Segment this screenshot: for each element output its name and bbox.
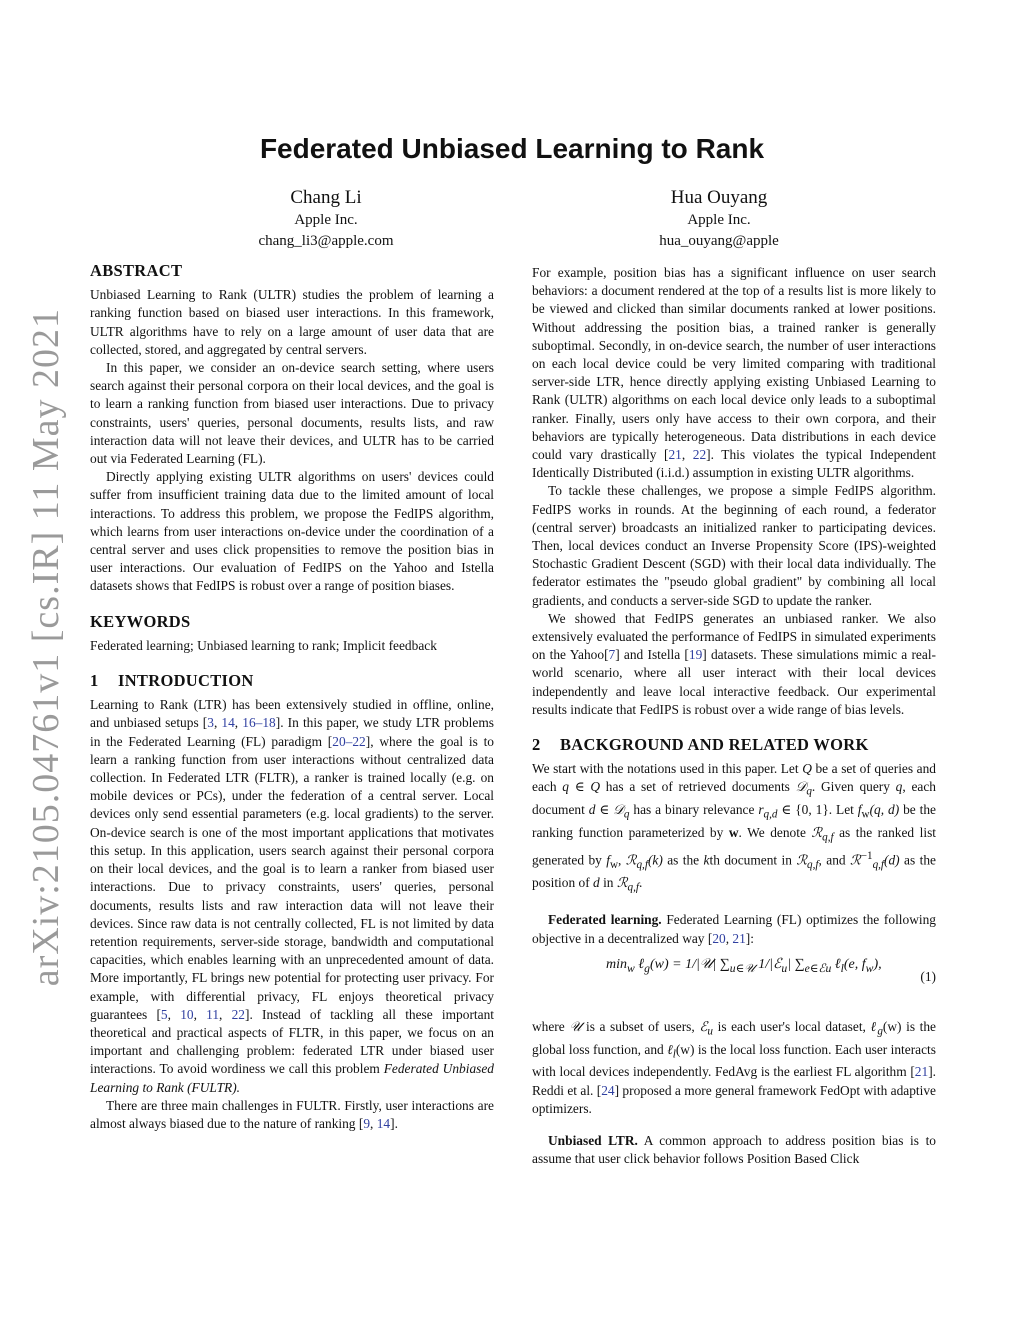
citation-link[interactable]: 20 bbox=[712, 930, 726, 946]
citation-link[interactable]: 3 bbox=[207, 715, 214, 731]
abstract-paragraph: Directly applying existing ULTR algorithms on users' devices could suffer from insufficient training data due to the limited amount of local interactions. To address this problem, we propose the FedIPS algorithm, which learns from user interactions on-device under the coordination of a central server and uses click propensities to remove the position bias in user interactions. Our evaluation of FedIPS on the Yahoo and Istella datasets shows that FedIPS is robust over a range of position biases. bbox=[90, 469, 494, 594]
author-email: hua_ouyang@apple bbox=[659, 233, 779, 249]
intro-paragraph: To tackle these challenges, we propose a simple FedIPS algorithm. FedIPS works in rounds. At the beginning of each round, a federator (central server) broadcasts an initialized ranker to participating devices. Then, local devices conduct an Inverse Propensity Score (IPS)-weighted Stochastic Gradient Descent (SGD) with their local data individually. The federator estimates the "pseudo global gradient" by combining all local gradients, and conducts a server-side SGD to update the ranker. bbox=[532, 483, 936, 608]
intro-paragraph: Learning to Rank (LTR) has been extensively studied in offline, online, and unbiased setups [3, 14, 16–18]. In this paper, we study LTR problems in the Federated Learning (FL) paradigm [20–22], where the goal is to learn a ranking function from user interactions without centralized data collection. In Federated LTR (FLTR), a ranker is trained locally (e.g. on mobile devices or PCs), under the federation of a central server. Local devices only send essential parameters (e.g. local gradients) to the server. On-device search is one of the most important applications that motivates this setup. In this application, users search against their personal corpora on their local devices, and the goal is to learn a ranker from biased user interactions. Due to privacy constraints, users' queries, personal documents, results lists and raw interaction data will not leave their devices. Since raw data is not centrally collected, FL is not limited by data retention requirements, server-side storage, bandwidth and computational capacities, which enables learning with an unprecedented amount of data. More importantly, FL brings new potential for protecting user privacy. For example, with differential privacy, FL enjoys theoretical privacy guarantees [5, 10, 11, 22]. Instead of tackling all these important theoretical and practical aspects of FLTR, in this paper, we focus on an important and challenging problem: federated LTR under biased user interactions. To avoid wordiness we call this problem Federated Unbiased Learning to Rank (FULTR). bbox=[90, 697, 494, 1095]
author-affiliation: Apple Inc. bbox=[294, 212, 358, 228]
abstract-paragraph: Unbiased Learning to Rank (ULTR) studies the problem of learning a ranking function based on biased user interactions. In this framework, ULTR algorithms have to rely on a large amount of user data that are collected, stored, and aggregated by central servers. bbox=[90, 287, 494, 357]
section-number: 2 bbox=[532, 735, 541, 755]
citation-link[interactable]: 7 bbox=[608, 647, 616, 663]
left-column bbox=[90, 262, 494, 1133]
intro-paragraph-continued: For example, position bias has a significant influence on user search behaviors: a document rendered at the top of a results list is more likely to be viewed and clicked than similar documents ranked at lower positions. Without addressing the position bias, a trained ranker is generally suboptimal. Secondly, in on-device search, the number of user interactions on each local device could be very limited comparing with traditional server-side LTR, hence directly applying existing Unbiased Learning to Rank (ULTR) algorithms on each local device only leads to a suboptimal ranker. Finally, users only have access to their own corpora, and their behaviors are typically heterogeneous. Data distributions in each device could vary drastically [21, 22]. This violates the typical Independent Identically Distributed (i.i.d.) assumption in existing ULTR algorithms. bbox=[532, 265, 936, 481]
keywords-heading: KEYWORDS bbox=[90, 611, 191, 631]
section-title: BACKGROUND AND RELATED WORK bbox=[560, 735, 869, 755]
section-heading-introduction bbox=[90, 672, 494, 690]
citation-link[interactable]: 11 bbox=[206, 1006, 220, 1022]
author-block-2 bbox=[559, 186, 879, 252]
abstract-paragraph: In this paper, we consider an on-device search setting, where users search against their personal corpora on their local devices, and the goal is to learn a ranking function from biased user interactions. Due to privacy constraints, users' queries, personal documents, results lists, and raw interaction data will not leave their devices, and ULTR has to be carried out via Federated Learning (FL). bbox=[90, 360, 494, 467]
citation-link[interactable]: 20–22 bbox=[332, 733, 366, 749]
citation-link[interactable]: 22 bbox=[231, 1006, 245, 1022]
unbiased-ltr-paragraph: Unbiased LTR. A common approach to address position bias is to assume that user click behavior follows Position Based Click bbox=[532, 1133, 936, 1167]
arxiv-side-stamp bbox=[22, 308, 70, 987]
citation-link[interactable]: 14 bbox=[221, 715, 235, 731]
author-name: Chang Li bbox=[290, 187, 362, 208]
citation-link[interactable]: 14 bbox=[376, 1115, 391, 1131]
author-affiliation: Apple Inc. bbox=[687, 212, 751, 228]
keywords-text: Federated learning; Unbiased learning to rank; Implicit feedback bbox=[90, 637, 437, 653]
runin-heading: Unbiased LTR. bbox=[548, 1133, 638, 1149]
section-title: INTRODUCTION bbox=[118, 671, 254, 691]
citation-link[interactable]: 21 bbox=[732, 930, 746, 946]
arxiv-identifier: arXiv:2105.04761v1 [cs.IR] 11 May 2021 bbox=[25, 308, 67, 987]
equation-number: (1) bbox=[920, 968, 936, 984]
citation-link[interactable]: 9 bbox=[363, 1115, 371, 1131]
runin-heading: Federated learning. bbox=[548, 912, 662, 928]
author-block-1 bbox=[166, 186, 486, 252]
citation-link[interactable]: 21 bbox=[668, 447, 682, 463]
intro-paragraph: We showed that FedIPS generates an unbiased ranker. We also extensively evaluated the performance of FedIPS in simulated experiments on the Yahoo[7] and Istella [19] datasets. These simulations mimic a real-world scenario, where all user interact with their local devices independently and leave local interactive feedback. Our experimental results indicate that FedIPS is robust over a wide range of bias levels. bbox=[532, 610, 937, 717]
citation-link[interactable]: 5 bbox=[160, 1006, 168, 1022]
section-number: 1 bbox=[90, 671, 99, 691]
citation-link[interactable]: 21 bbox=[914, 1064, 929, 1080]
abstract-heading: ABSTRACT bbox=[90, 261, 183, 280]
citation-link[interactable]: 22 bbox=[692, 447, 707, 463]
author-name: Hua Ouyang bbox=[670, 187, 768, 208]
intro-paragraph: There are three main challenges in FULTR. Firstly, user interactions are almost always biased due to the nature of ranking [9, 14]. bbox=[90, 1097, 494, 1131]
section-heading-background bbox=[532, 736, 936, 754]
equation-1 bbox=[532, 954, 936, 1012]
citation-link[interactable]: 10 bbox=[180, 1006, 194, 1022]
citation-link[interactable]: 19 bbox=[688, 647, 703, 663]
right-column bbox=[532, 264, 936, 1169]
background-paragraph: We start with the notations used in this paper. Let Q be a set of queries and each q ∈ Q has a set of retrieved documents 𝒟$_q$. Given query q, each document d ∈ 𝒟$_q$ has a binary relevance $r_{q,d}$ ∈ {0, 1}. Let $f_w(q$, d) be the ranking function parameterized by w. We denote ℛ$_{q,f}$ as the ranked list generated by $f_w$, ℛ$_{q,f}$(k) as the kth document in ℛ$_{q,f}$, and ℛ$^{-1}_{q,f}$(d) as the position of d in ℛ$_{q,f}$. bbox=[532, 761, 937, 895]
equation-body: $\min_w$ ℓ$_g$(w) = 1/|𝒰| $\sum_{u\in 𝒰}$ 1/|ℰ$_u$| $\sum_{e\in ℰu}$ ℓ$_l$(e, $f_w$), bbox=[606, 956, 882, 975]
citation-link[interactable]: 16–18 bbox=[242, 715, 276, 731]
emphasis-text: Federated Unbiased Learning to Rank (FULTR). bbox=[90, 1061, 494, 1095]
author-email: chang_li3@apple.com bbox=[258, 233, 394, 249]
federated-learning-paragraph: Federated learning. Federated Learning (FL) optimizes the following objective in a decentralized way [20, 21]: bbox=[532, 912, 936, 946]
citation-link[interactable]: 24 bbox=[601, 1082, 615, 1098]
where-paragraph: where 𝒰 is a subset of users, ℰ$_u$ is each user's local dataset, ℓ$_g$(w) is the global loss function, and ℓ$_l$(w) is the local loss function. Each user interacts with local devices independently. FedAvg is the earliest FL algorithm [21]. Reddi et al. [24] proposed a more general framework FedOpt with adaptive optimizers. bbox=[532, 1018, 936, 1116]
paper-title: Federated Unbiased Learning to Rank bbox=[259, 133, 765, 164]
